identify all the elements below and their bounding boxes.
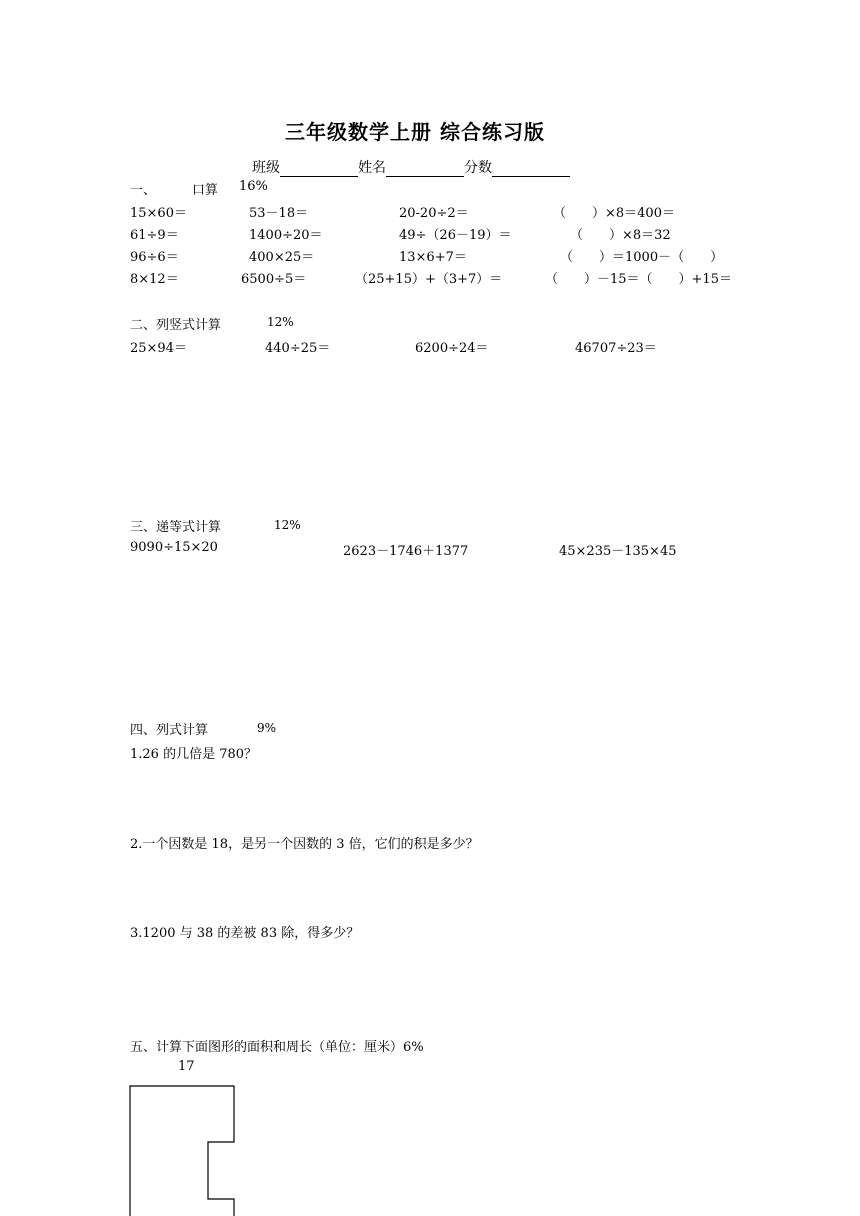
vertical-calc-item: 6200÷24＝ (415, 341, 489, 356)
oral-item: 1400÷20＝ (249, 228, 323, 243)
word-problem: 1.26 的几倍是 780？ (130, 747, 258, 762)
step-calc-item: 2623－1746＋1377 (343, 544, 469, 559)
oral-item: （25+15）+（3+7）＝ (355, 272, 503, 287)
vertical-calc-item: 25×94＝ (130, 341, 187, 356)
section1-weight: 16% (239, 179, 268, 194)
oral-item: （ ）＝1000－（ ） (560, 250, 724, 265)
score-label: 分数 (464, 160, 492, 176)
shape-dimension-label: 17 (178, 1059, 195, 1074)
section5-heading: 五、计算下面图形的面积和周长（单位：厘米）6% (130, 1040, 424, 1055)
vertical-calc-item: 440÷25＝ (265, 341, 331, 356)
oral-item: 53－18＝ (249, 206, 309, 221)
step-calc-item: 45×235－135×45 (559, 544, 677, 559)
section3-weight: 12% (274, 518, 301, 532)
oral-item: 20-20÷2＝ (399, 206, 469, 221)
step-calc-item: 9090÷15×20 (130, 540, 218, 555)
oral-item: 8×12＝ (130, 272, 179, 287)
oral-item: （ ）－15＝（ ）+15＝ (545, 272, 732, 287)
section4-weight: 9% (257, 721, 277, 735)
page-title: 三年级数学上册 综合练习版 (285, 120, 545, 144)
oral-item: （ ）×8＝400＝ (553, 206, 675, 221)
shape-outline (130, 1086, 234, 1216)
class-label: 班级 (252, 160, 280, 176)
section2-weight: 12% (267, 315, 294, 329)
oral-item: 6500÷5＝ (241, 272, 307, 287)
oral-item: 49÷（26－19）＝ (399, 228, 512, 243)
oral-item: 15×60＝ (130, 206, 187, 221)
oral-item: 400×25＝ (249, 250, 315, 265)
oral-item: 96÷6＝ (130, 250, 179, 265)
name-label: 姓名 (358, 160, 386, 176)
section2-heading: 二、列竖式计算 (130, 318, 222, 333)
vertical-calc-item: 46707÷23＝ (575, 341, 657, 356)
word-problem: 2.一个因数是 18，是另一个因数的 3 倍，它们的积是多少？ (130, 837, 479, 852)
oral-item: 61÷9＝ (130, 228, 179, 243)
section1-heading: 一、 (130, 183, 157, 198)
section4-heading: 四、列式计算 (130, 723, 209, 738)
oral-item: 13×6+7＝ (399, 250, 467, 265)
oral-item: （ ）×8＝32 (570, 228, 671, 243)
section3-heading: 三、递等式计算 (130, 520, 222, 535)
word-problem: 3.1200 与 38 的差被 83 除，得多少？ (130, 926, 360, 941)
section1-name: 口算 (192, 183, 219, 198)
